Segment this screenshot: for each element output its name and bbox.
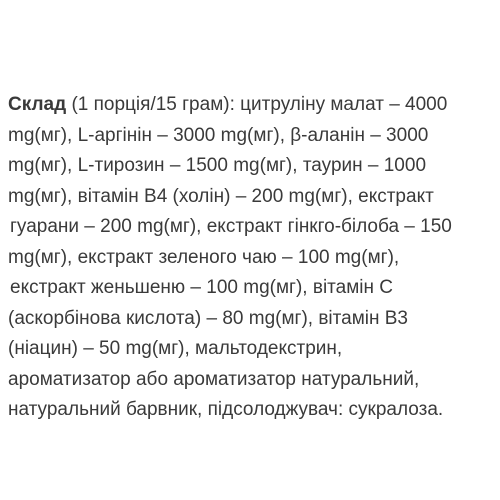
composition-line-1 bbox=[8, 90, 488, 121]
composition-line-6: mg(мг), екстракт зеленого чаю – 100 mg(мг), bbox=[8, 246, 400, 268]
composition-line-10: ароматизатор або ароматизатор натуральний, bbox=[8, 368, 420, 390]
composition-line-5: гуарани – 200 mg(мг), екстракт гінкго-білоба – 150 bbox=[10, 216, 452, 237]
composition-line-7: екстракт женьшеню – 100 mg(мг), вітамін C bbox=[10, 277, 394, 298]
composition-line-2: mg(мг), L-аргінін – 3000 mg(мг), β-аланін – 3000 bbox=[8, 124, 429, 146]
composition-line-11: натуральний барвник, підсолоджувач: сукралоза. bbox=[8, 399, 444, 420]
composition-line-4: mg(мг), вітамін B4 (холін) – 200 mg(мг), екстракт bbox=[8, 185, 434, 207]
composition-label: Склад bbox=[8, 94, 67, 115]
composition-line-1-text: (1 порція/15 грам): цитруліну малат – 4000 bbox=[66, 94, 448, 115]
composition-line-8: (аскорбінова кислота) – 80 mg(мг), вітамін B3 bbox=[8, 307, 409, 329]
composition-line-3: mg(мг), L-тирозин – 1500 mg(мг), таурин – 1000 bbox=[8, 155, 427, 176]
composition-line-9: (ніацин) – 50 mg(мг), мальтодекстрин, bbox=[8, 338, 343, 359]
composition-text bbox=[8, 90, 488, 426]
